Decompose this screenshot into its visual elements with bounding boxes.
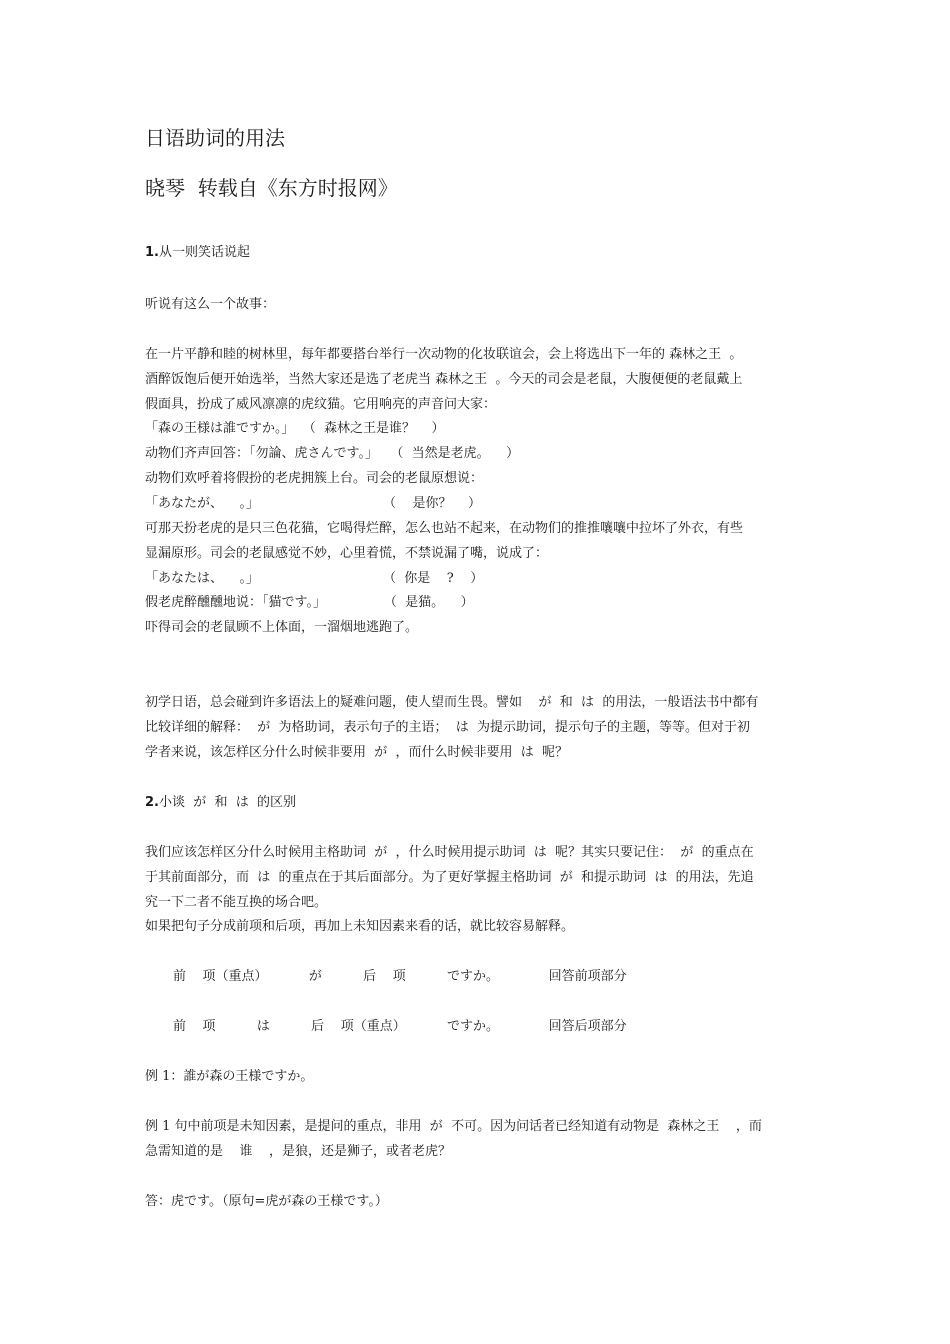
story-line: 可那天扮老虎的是只三色花猫，它喝得烂醉，怎么也站不起来，在动物们的推推嚷嚷中拉坏了外衣，有些 [145, 521, 744, 536]
example-explain-line: 急需知道的是 谁 ，是狼，还是狮子，或者老虎？ [145, 1144, 452, 1159]
section-1-heading [145, 244, 250, 262]
page-subtitle: 晓琴 转载自《东方时报网》 [145, 176, 398, 200]
example-explain-line: 例 1 句中前项是未知因素，是提问的重点，非用 が 不可。因为问话者已经知道有动物是 森林之王 ，而 [145, 1119, 762, 1134]
story-line: 假面具，扮成了威风凛凛的虎纹猫。它用响亮的声音问大家： [145, 397, 497, 412]
paragraph-line: 于其前面部分，而 は 的重点在于其后面部分。为了更好掌握主格助词 が 和提示助词 は 的用法，先追 [145, 870, 754, 885]
story-line: 在一片平静和睦的树林里，每年都要搭台举行一次动物的化妆联谊会，会上将选出下一年的 森林之王 。 [145, 347, 743, 362]
story-line: 吓得司会的老鼠顾不上体面，一溜烟地逃跑了。 [145, 620, 419, 635]
story-line: 显漏原形。司会的老鼠感觉不妙，心里着慌，不禁说漏了嘴，说成了： [145, 546, 549, 561]
paragraph-line: 初学日语，总会碰到许多语法上的疑难问题，使人望而生畏。譬如 が 和 は 的用法，一般语法书中都有 [145, 695, 759, 710]
story-line: 动物们欢呼着将假扮的老虎拥簇上台。司会的老鼠原想说： [145, 471, 484, 486]
page-title: 日语助词的用法 [145, 126, 285, 150]
section-1-title: 从一则笑话说起 [158, 245, 250, 260]
story-line: 假老虎醉醺醺地说：「猫です。」 （ 是猫。 ） [145, 595, 474, 610]
paragraph-line: 究一下二者不能互换的场合吧。 [145, 895, 328, 910]
pattern-row-1: 前 项（重点） が 后 项 ですか。 回答前项部分 [173, 969, 627, 984]
story-line: 「森の王様は誰ですか。」 （ 森林之王是谁？ ） [145, 421, 445, 436]
story-line: 「あなたは、 。」 （ 你是 ? ） [145, 571, 484, 586]
paragraph-line: 比较详细的解释： が 为格助词，表示句子的主语； は 为提示助词，提示句子的主题，等等。但对于初 [145, 720, 751, 735]
paragraph-line: 学者来说，该怎样区分什么时候非要用 が ，而什么时候非要用 は 呢？ [145, 745, 569, 760]
story-line: 酒醉饭饱后便开始选举，当然大家还是选了老虎当 森林之王 。今天的司会是老鼠，大腹便便的老鼠戴上 [145, 372, 743, 387]
section-2-number: 2. [145, 795, 159, 810]
section-1-number: 1. [145, 245, 159, 260]
section-2-heading [145, 794, 296, 812]
answer-1: 答：虎です。（原句=虎が森の王様です。） [145, 1194, 388, 1209]
intro-text: 听说有这么一个故事： [145, 297, 276, 312]
paragraph-line: 如果把句子分成前项和后项，再加上未知因素来看的话，就比较容易解释。 [145, 919, 575, 934]
story-line: 动物们齐声回答：「勿論、虎さんです。」 （ 当然是老虎。 ） [145, 446, 520, 461]
example-1: 例 1：誰が森の王様ですか。 [145, 1069, 314, 1084]
story-line: 「あなたが、 。」 （ 是你？ ） [145, 496, 482, 511]
paragraph-line: 我们应该怎样区分什么时候用主格助词 が ，什么时候用提示助词 は 呢？其实只要记住： が 的重点在 [145, 845, 754, 860]
pattern-row-2: 前 项 は 后 项（重点） ですか。 回答后项部分 [173, 1019, 627, 1034]
section-2-title: 小谈 が 和 は 的区别 [158, 795, 297, 810]
